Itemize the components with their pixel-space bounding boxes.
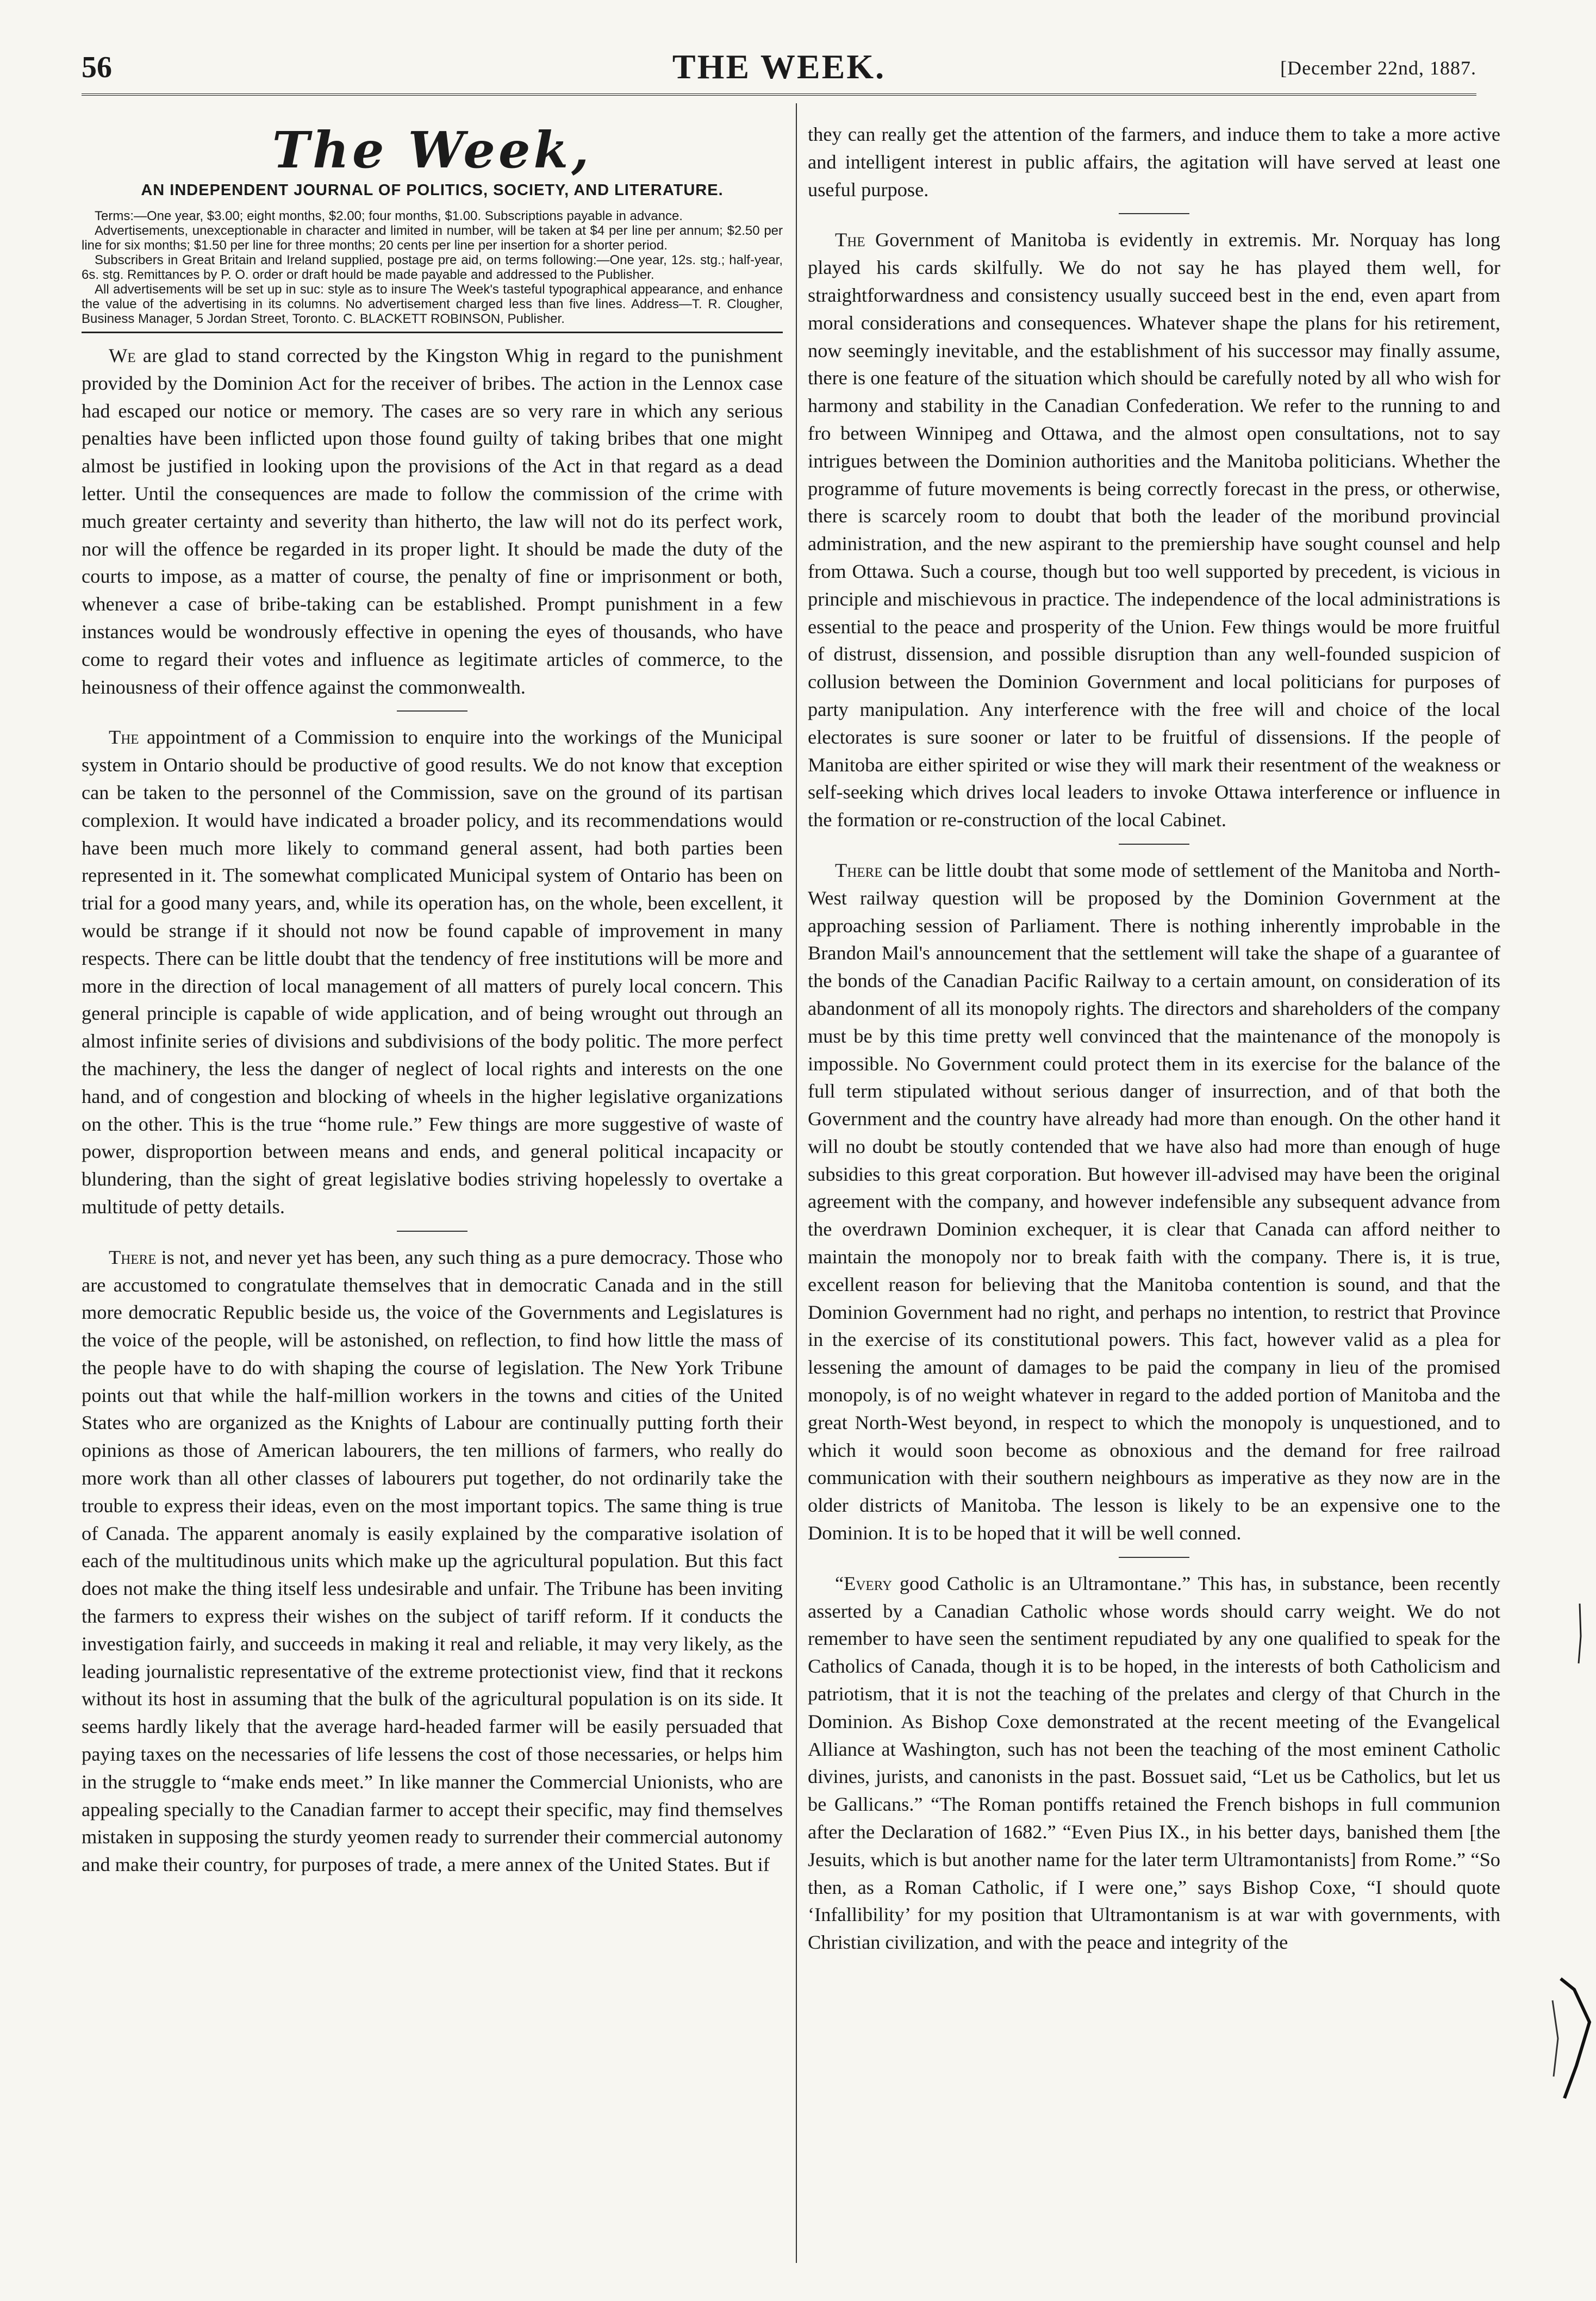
article-paragraph — [82, 1244, 783, 1879]
article-paragraph — [808, 121, 1500, 203]
publication-name: THE WEEK. — [672, 47, 886, 86]
terms-line: All advertisements will be set up in suc: style as to insure The Week's tasteful typographical appearance, and enhance the value of the advertising in its columns. No advertisement charged less than five lines. Address—T. R. Clougher, Business Manager, 5 Jordan Street, Toronto. C. BLACKETT ROBINSON, Publisher. — [82, 282, 783, 326]
article-paragraph — [808, 1570, 1500, 1956]
lead-word: “Every — [835, 1572, 893, 1594]
terms-line: Terms:—One year, $3.00; eight months, $2.00; four months, $1.00. Subscriptions payable in advance. — [95, 209, 683, 223]
article-paragraph — [808, 226, 1500, 834]
issue-date: [December 22nd, 1887. — [1280, 57, 1476, 79]
paragraph-text: appointment of a Commission to enquire into the workings of the Municipal system in Ontario should be productive of good results. We do not know that exception can be taken to the personnel of the Commission, save on the ground of its partisan complexion. It would have indicated a broader policy, and its recommendations would have been much more likely to command general assent, had both parties been represented in it. The somewhat complicated Municipal system of Ontario has been on trial for a good many years, and, while its operation has, on the whole, been excellent, it would be strange if it should not now be found capable of improvement in many respects. There can be little doubt that the tendency of free institutions will be more and more in the direction of local management of all matters of purely local concern. This general principle is capable of wide application, and of being wrought out through an almost infinite series of divisions and subdivisions of the body politic. The more perfect the machinery, the less the danger of neglect of local rights and interests on the one hand, and of congestion and blocking of wheels in the higher legislative organizations on the other. This is the true “home rule.” Few things are more suggestive of waste of power, disproportion between means and ends, and general political incapacity or blundering, than the sight of great legislative bodies striving hopelessly to overtake a multitude of petty details. — [82, 726, 783, 1218]
section-separator — [397, 710, 467, 712]
masthead-rule — [82, 332, 783, 333]
column-divider — [796, 103, 797, 2263]
running-header — [82, 47, 1476, 99]
section-separator — [397, 1231, 467, 1232]
terms-line: Advertisements, unexceptionable in character and limited in number, will be taken at $4 per line per annum; $2.50 per line for six months; $1.50 per line for three months; 20 cents per line per insertion for a shorter period. — [82, 223, 783, 253]
lead-word: There — [109, 1246, 157, 1268]
paragraph-text: are glad to stand corrected by the Kingston Whig in regard to the punishment provided by the Dominion Act for the receiver of bribes. The action in the Lennox case had escaped our notice or memory. The cases are so very rare in which any serious penalties have been inflicted upon those found guilty of taking bribes that one might almost be justified in looking upon the provisions of the Act in that regard as a dead letter. Until the consequences are made to follow the commission of the crime with much greater certainty and severity than hitherto, the law will not do its perfect work, nor will the offence be regarded in its proper light. It should be made the duty of the courts to impose, as a matter of course, the penalty of fine or imprisonment or both, whenever a case of bribe-taking can be established. Prompt punishment in a few instances would be wondrously effective in opening the eyes of thousands, who have come to regard their votes and influence as legitimate articles of commerce, to the heinousness of their offence against the commonwealth. — [82, 345, 783, 698]
lead-word: There — [835, 859, 883, 881]
page-number: 56 — [82, 51, 112, 84]
left-column — [82, 109, 783, 1879]
article-paragraph — [82, 724, 783, 1220]
margin-scan-marks — [1520, 0, 1596, 2301]
paragraph-text: is not, and never yet has been, any such thing as a pure democracy. Those who are accustomed to congratulate themselves that in democratic Canada and in the still more democratic Republic beside us, the voice of the Governments and Legislatures is the voice of the people, will be astonished, on reflection, to find how little the mass of the people have to do with shaping the course of legislation. The New York Tribune points out that while the half-million workers in the towns and cities of the United States who are organized as the Knights of Labour are continually putting forth their opinions as those of American labourers, the ten millions of farmers, who really do more work than all other classes of labourers put together, do not ordinarily take the trouble to express their ideas, even on the most important topics. The same thing is true of Canada. The apparent anomaly is easily explained by the comparative isolation of each of the multitudinous units which make up the agricultural population. But this fact does not make the thing itself less undesirable and unfair. The Tribune has been inviting the farmers to express their wishes on the subject of tariff reform. If it conducts the investigation fairly, and succeeds in making it real and reliable, it may very likely, as the leading journalistic representative of the extreme protectionist view, find that it reckons without its host in assuming that the bulk of the agricultural population is on its side. It seems hardly likely that the average hard-headed farmer will be easily persuaded that paying taxes on the necessaries of life lessens the cost of those necessaries, or helps him in the struggle to “make ends meet.” In like manner the Commercial Unionists, who are appealing specially to the Canadian farmer to accept their specific, may find themselves mistaken in supposing the sturdy yeomen ready to surrender their commercial autonomy and make their country, for purposes of trade, a mere annex of the United States. But if — [82, 1246, 783, 1876]
paragraph-text: they can really get the attention of the farmers, and induce them to take a more active and intelligent interest in public affairs, the agitation will have served at least one useful purpose. — [808, 123, 1500, 201]
section-separator — [1119, 213, 1189, 214]
right-column — [808, 121, 1500, 1956]
paragraph-text: good Catholic is an Ultramontane.” This has, in substance, been recently asserted by a Canadian Catholic whose words should carry weight. We do not remember to have seen the sentiment repudiated by any one qualified to speak for the Catholics of Canada, though it is to be hoped, in the interests of both Catholicism and patriotism, that it is not the teaching of the prelates and clergy of that Church in the Dominion. As Bishop Coxe demonstrated at the recent meeting of the Evangelical Alliance at Washington, such has not been the teaching of the most eminent Catholic divines, jurists, and canonists in the past. Bossuet said, “Let us be Catholics, but let us be Gallicans.” “The Roman pontiffs retained the French bishops in full communion after the Declaration of 1682.” “Even Pius IX., in his better days, banished them [the Jesuits, which is but another name for the later term Ultramontanists] from Rome.” “So then, as a Roman Catholic, if I were one,” says Bishop Coxe, “I should quote ‘Infallibility’ for my position that Ultramontanism is at war with governments, with Christian civilization, and with the peace and integrity of the — [808, 1572, 1500, 1954]
terms-line: Subscribers in Great Britain and Ireland supplied, postage pre aid, on terms following:—One year, 12s. stg.; half-year, 6s. stg. Remittances by P. O. order or draft hould be made payable and addressed to the Publisher. — [82, 253, 783, 282]
article-paragraph — [82, 342, 783, 701]
header-rule — [82, 93, 1476, 96]
section-separator — [1119, 1557, 1189, 1558]
masthead-subtitle: AN INDEPENDENT JOURNAL OF POLITICS, SOCIETY, AND LITERATURE. — [141, 182, 724, 199]
section-separator — [1119, 844, 1189, 845]
masthead — [82, 123, 783, 201]
lead-word: The — [835, 229, 865, 251]
subscription-terms — [82, 209, 783, 326]
paragraph-text: can be little doubt that some mode of settlement of the Manitoba and North-West railway question will be proposed by the Dominion Government at the approaching session of Parliament. There is nothing inherently improbable in the Brandon Mail's announcement that the settlement will take the shape of a guarantee of the bonds of the Canadian Pacific Railway to a certain amount, on consideration of its abandonment of all its monopoly rights. The directors and shareholders of the company must be by this time pretty well convinced that the maintenance of the monopoly is impossible. No Government could protect them in its exercise for the balance of the full term stipulated without serious danger of insurrection, and of that both the Government and the country have already had more than enough. On the other hand it will no doubt be stoutly contended that we have also had more than enough of huge subsidies to this great corporation. But however ill-advised may have been the original agreement with the company, and however indefensible any subsequent advance from the overdrawn Dominion exchequer, it is clear that Canada can afford neither to maintain the monopoly nor to break faith with the company. There is, it is true, excellent reason for believing that the Manitoba contention is sound, and that the Dominion Government had no right, and perhaps no intention, to restrict that Province in the exercise of its constitutional powers. This fact, however valid as a plea for lessening the amount of damages to be paid the company in lieu of the promised monopoly, is of no weight whatever in regard to the added portion of Manitoba and the great North-West beyond, in respect to which the monopoly is unquestioned, and to which it would soon become as obnoxious and the demand for free railroad communication with their southern neighbours as imperative as they now are in the older districts of Manitoba. The lesson is likely to be an expensive one to the Dominion. It is to be hoped that it will be well conned. — [808, 859, 1500, 1544]
lead-word: The — [109, 726, 139, 749]
masthead-title: The Week, — [272, 121, 593, 179]
article-paragraph — [808, 857, 1500, 1547]
lead-word: We — [109, 345, 136, 366]
paragraph-text: Government of Manitoba is evidently in extremis. Mr. Norquay has long played his cards skilfully. We do not say he has played them well, for straightforwardness and consistency usually succeed best in the end, even apart from moral considerations and consequences. Whatever shape the plans for his retirement, now seemingly inevitable, and the establishment of his successor may finally assume, there is one feature of the situation which should be carefully noted by all who wish for harmony and stability in the Canadian Confederation. We refer to the running to and fro between Winnipeg and Ottawa, and the almost open consultations, not to say intrigues between the Dominion authorities and the Manitoba politicians. Whether the programme of future movements is being correctly forecast in the press, or otherwise, there is scarcely room to doubt that both the leader of the moribund provincial administration, and the new aspirant to the premiership have sought counsel and help from Ottawa. Such a course, though but too well supported by precedent, is vicious in principle and mischievous in practice. The independence of the local administrations is essential to the peace and prosperity of the Union. Few things would be more fruitful of distrust, dissension, and possible disruption than any well-founded suspicion of collusion between the Dominion Government and local politicians for purposes of party manipulation. Any interference with the free will and choice of the local electorates is sure sooner or later to be fruitful of dissensions. If the people of Manitoba are either spirited or wise they will mark their resentment of the weakness or self-seeking which drives local leaders to invoke Ottawa interference or influence in the formation or re-construction of the local Cabinet. — [808, 229, 1500, 831]
